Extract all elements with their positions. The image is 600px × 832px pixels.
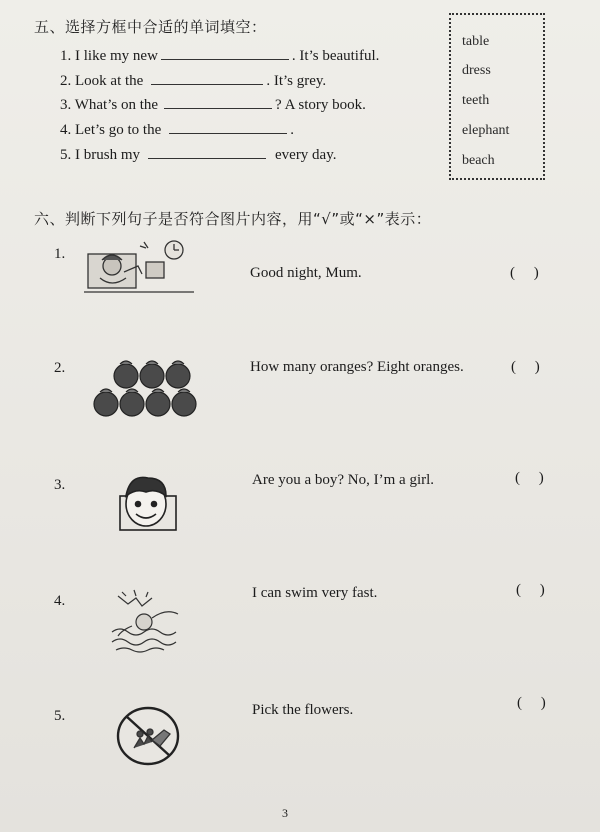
item-number: 1. [54, 246, 66, 262]
fill-line-3-after: ? A story book. [275, 97, 366, 113]
fill-line-4 [60, 120, 294, 139]
fill-line-4-before: 4. Let’s go to the [60, 122, 162, 138]
item-number: 2. [54, 360, 66, 376]
swimming-child-icon [108, 586, 188, 658]
section6-heading: 六、判断下列句子是否符合图片内容，用“√”或“×”表示： [34, 210, 432, 228]
item-sentence: Pick the flowers. [252, 702, 354, 718]
oranges-icon [90, 356, 206, 424]
boy-face-icon [118, 474, 182, 534]
fill-blank-2[interactable] [151, 71, 263, 85]
fill-line-5-before: 5. I brush my [60, 147, 140, 163]
word-bank-box [449, 13, 545, 180]
fill-line-1-after: . It’s beautiful. [291, 48, 380, 64]
item-sentence: How many oranges? Eight oranges. [250, 359, 464, 375]
item-sentence: I can swim very fast. [252, 585, 378, 601]
no-picking-flowers-icon [114, 704, 182, 768]
fill-line-4-after: . [290, 122, 294, 138]
fill-line-1 [60, 46, 379, 65]
fill-line-2-before: 2. Look at the [60, 73, 144, 89]
fill-line-5-after: every day. [275, 147, 337, 163]
fill-line-3-before: 3. What’s on the [60, 97, 159, 113]
boy-waking-clock-icon [84, 236, 196, 298]
word-bank-item: elephant [462, 123, 510, 138]
item-number: 3. [54, 477, 66, 493]
word-bank-item: table [462, 34, 490, 49]
fill-line-2-after: . It’s grey. [266, 73, 327, 89]
page-number: 3 [282, 806, 288, 820]
fill-line-2 [60, 71, 326, 90]
answer-paren[interactable]: ( ) [515, 470, 544, 486]
item-number: 4. [54, 593, 66, 609]
item-number: 5. [54, 708, 66, 724]
item-sentence: Are you a boy? No, I’m a girl. [252, 472, 435, 488]
fill-blank-5[interactable] [148, 145, 266, 159]
fill-line-3 [60, 95, 366, 114]
answer-paren[interactable]: ( ) [510, 265, 539, 281]
fill-blank-1[interactable] [161, 46, 289, 60]
word-bank-item: teeth [462, 93, 490, 108]
section5-heading: 五、选择方框中合适的单词填空： [34, 18, 267, 36]
answer-paren[interactable]: ( ) [516, 582, 545, 598]
item-sentence: Good night, Mum. [250, 265, 362, 281]
fill-blank-4[interactable] [169, 120, 287, 134]
word-bank-item: dress [462, 63, 491, 78]
word-bank-item: beach [462, 153, 495, 168]
fill-blank-3[interactable] [164, 95, 272, 109]
answer-paren[interactable]: ( ) [511, 359, 540, 375]
answer-paren[interactable]: ( ) [517, 695, 546, 711]
fill-line-1-before: 1. I like my new [60, 48, 158, 64]
fill-line-5 [60, 145, 337, 164]
